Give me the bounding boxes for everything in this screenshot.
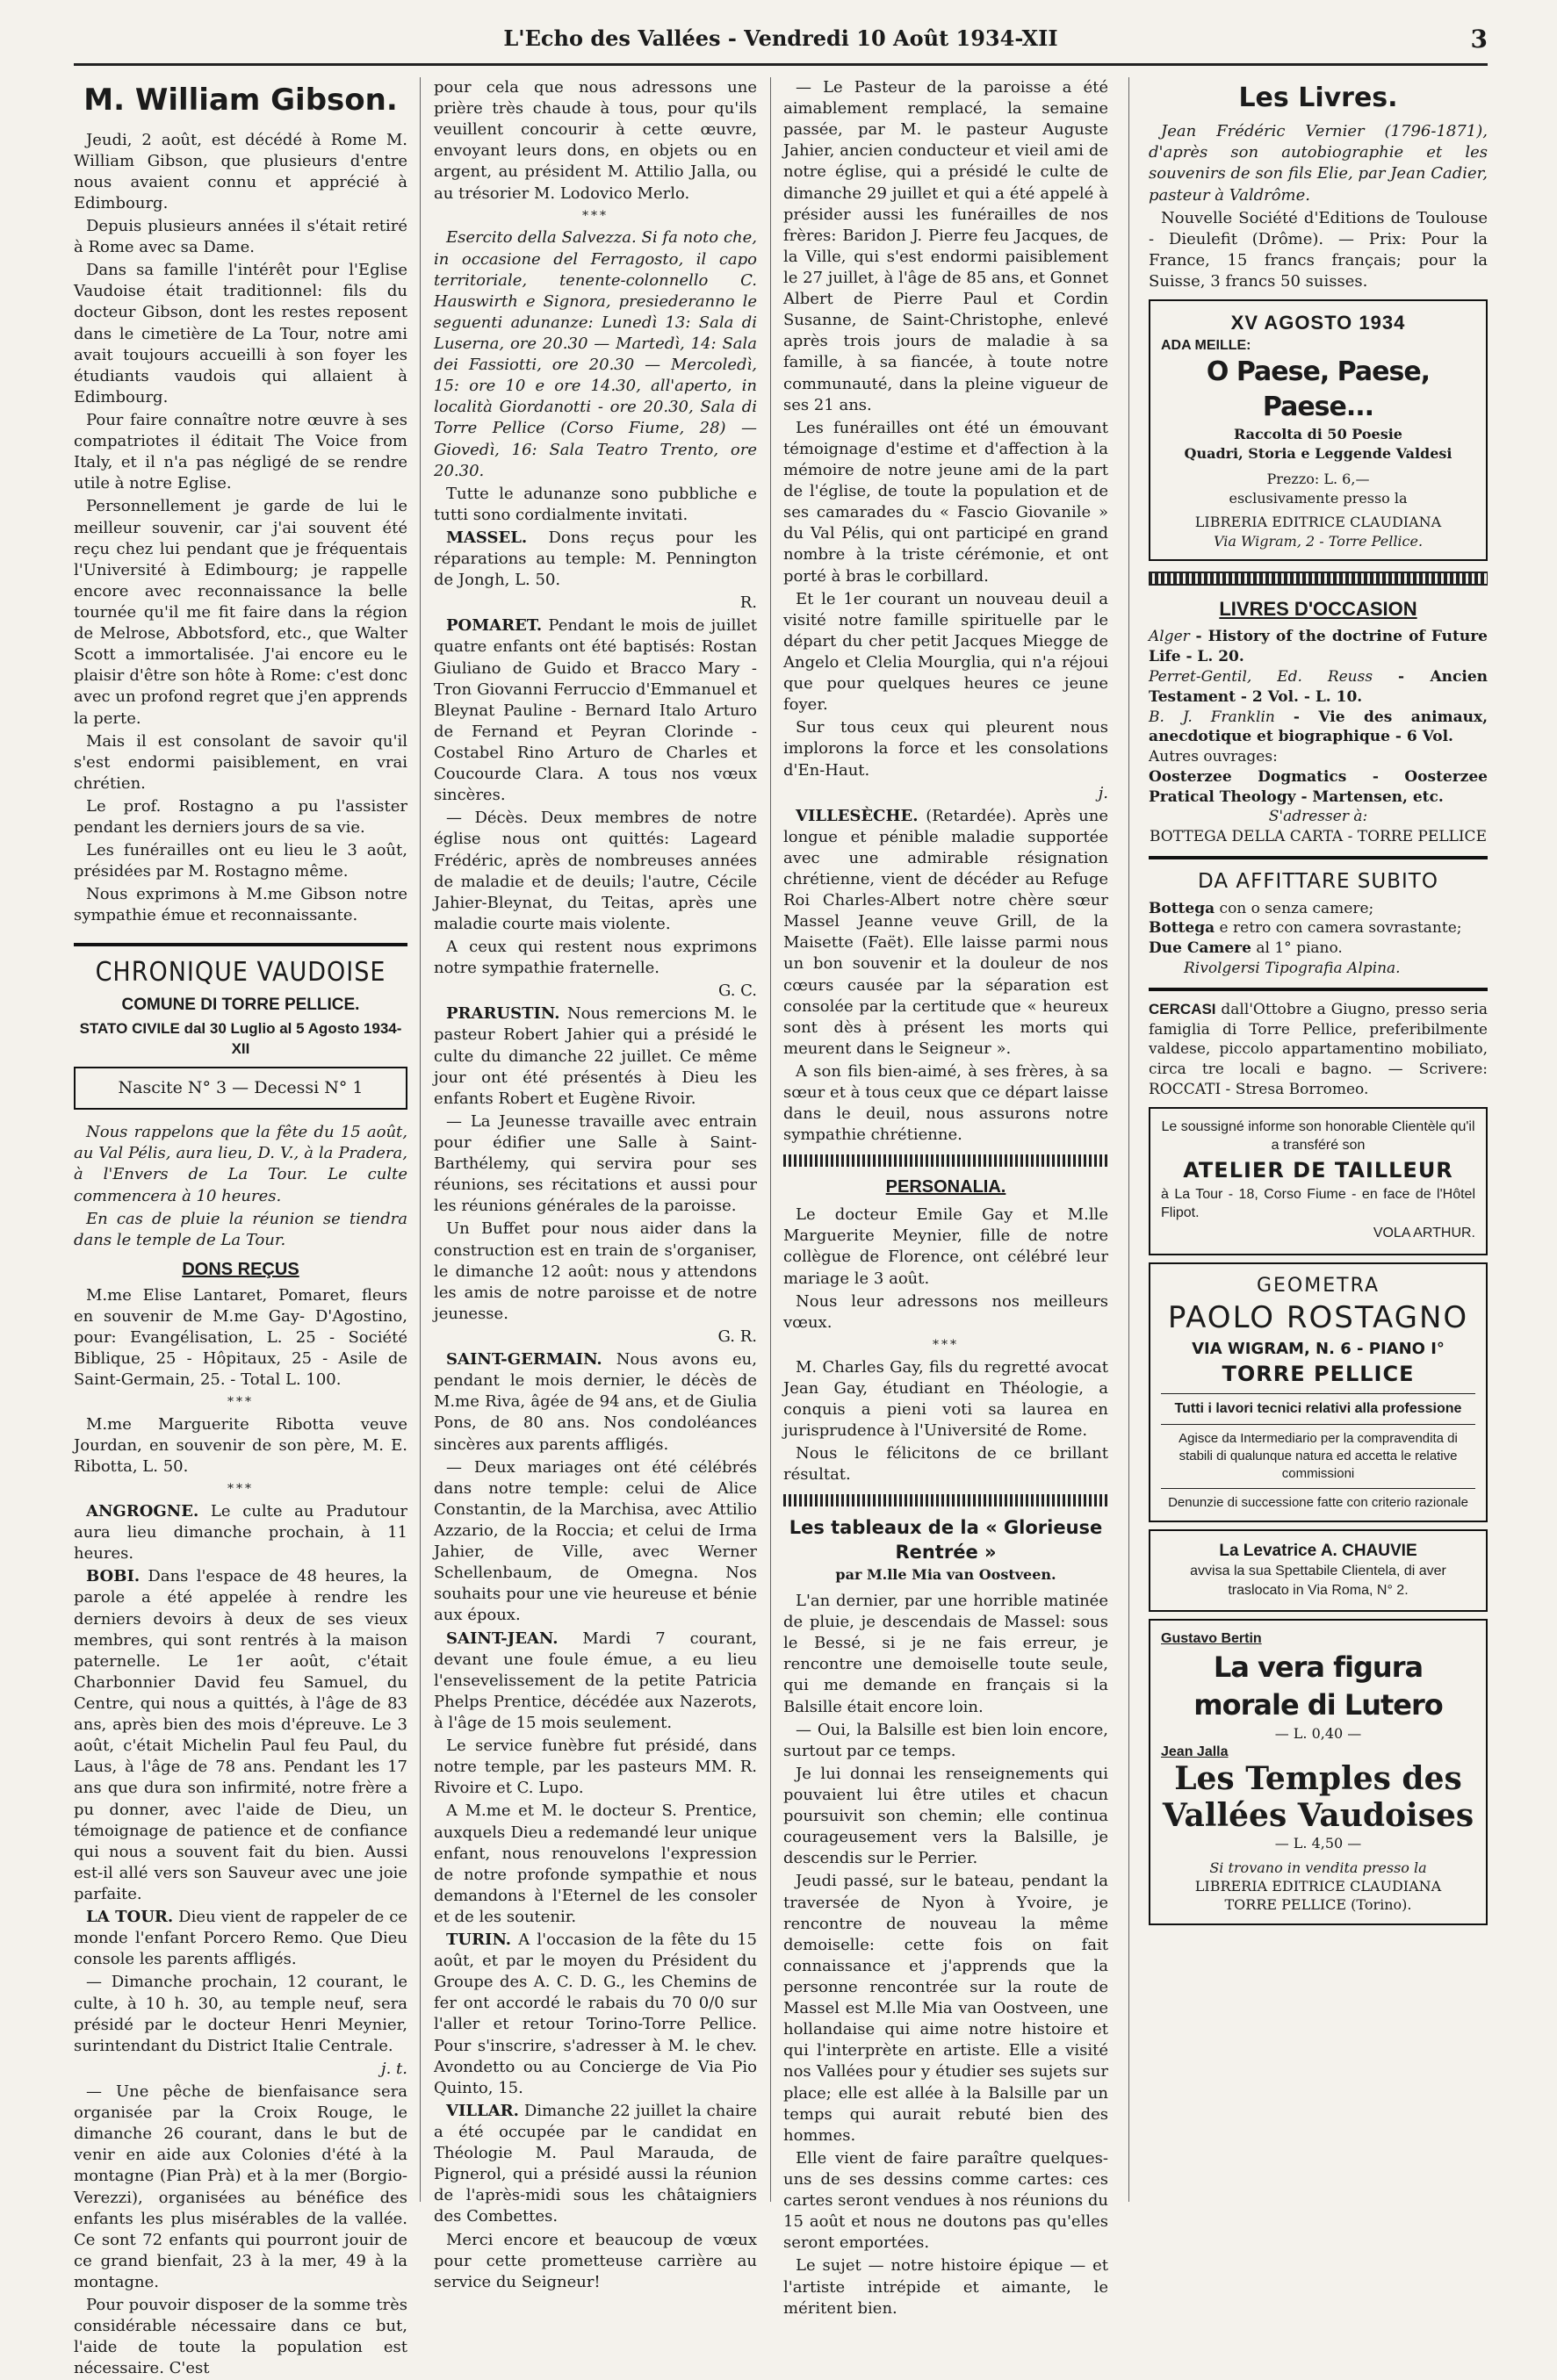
decorative-rule (783, 1494, 1108, 1506)
paragraph: Nous le félicitons de ce brillant résultat. (783, 1444, 1108, 1485)
newspaper-masthead: L'Echo des Vallées - Vendredi 10 Août 1934-XII (503, 25, 1058, 51)
paragraph: — Décès. Deux membres de notre église nous ont quittés: Lageard Frédéric, après de nombreuses années de maladie et de deuils; l'autre, Cécile Jahier-Bleynat, du Teitas, après une maladie courte mais violente. (434, 809, 757, 933)
ad-publisher: LIBRERIA EDITRICE CLAUDIANA (1194, 514, 1442, 531)
book-listing (1149, 627, 1488, 667)
listing-label: Due Camere (1149, 939, 1251, 958)
book-author: Alger (1149, 628, 1190, 646)
advertisement-geometra (1149, 1262, 1488, 1522)
paragraph: Merci encore et beaucoup de vœux pour cette prometteuse carrière au service du Seigneur! (434, 2230, 757, 2291)
ad-author: ADA MEILLE: (1161, 337, 1251, 353)
paragraph: pour cela que nous adressons une prière très chaude à tous, pour qu'ils veuillent concourir à cette œuvre, envoyant leurs dons, en objets ou en argent, au président M. Attilio Jalla, ou au trésorier M. Lodovico Merlo. (434, 78, 757, 203)
signature: R. (739, 593, 757, 613)
column-divider (770, 77, 771, 2202)
paragraph: Dans sa famille l'intérêt pour l'Eglise Vaudoise était traditionnel: fils du docteur Gibson, dont les restes reposent dans le cimetière de La Tour, notre ami avait toujours accueilli à son foyer les étudiants vaudois qui allaient à Edimbourg. (74, 261, 407, 406)
paragraph: Le service funèbre fut présidé, dans notre temple, par les pasteurs MM. R. Rivoire et C. Lupo. (434, 1736, 757, 1798)
place-label: VILLESÈCHE. (796, 806, 919, 825)
signature: j. t. (381, 2059, 407, 2078)
paragraph: Les funérailles ont été un émouvant témoignage d'estime et d'affection à la mémoire de notre jeune ami de la part de l'église, de toute la population et de ses camarades du « Fascio Giovanile » du Val Pélis, qui ont participé en grand nombre à la triste cérémonie, et ont porté à bras le corbillard. (783, 418, 1108, 586)
separator-stars: *** (227, 1395, 254, 1410)
paragraph: Nous exprimons à M.me Gibson notre sympathie émue et reconnaissante. (74, 885, 407, 925)
ad-book-title: O Paese, Paese, Paese... (1206, 356, 1431, 423)
paragraph: A ceux qui restent nous exprimons notre sympathie fraternelle. (434, 938, 757, 978)
paragraph-text: Dieu vient de rappeler de ce monde l'enfant Porcero Remo. Que Dieu console les parents affligés. (74, 1908, 408, 1969)
place-label: MASSEL. (446, 528, 528, 547)
place-label: BOBI. (86, 1567, 141, 1586)
listing-label: CERCASI (1149, 1000, 1216, 1017)
paragraph: En cas de pluie la réunion se tiendra dans le temple de La Tour. (74, 1209, 407, 1249)
listing-text: dall'Ottobre a Giugno, presso seria famiglia di Torre Pellice, preferibilmente valdese, piccolo appartamentino mobiliato, circa tre locali e bagno. — Scrivere: ROCCATI - Stresa Borromeo. (1149, 1000, 1488, 1098)
paragraph-text: Mardi 7 courant, devant une foule émue, a eu lieu l'ensevelissement de la petite Patricia Phelps Prentice, décédée aux Nazerots, à l'âge de 15 mois seulement. (434, 1629, 757, 1732)
occasion-heading: LIVRES D'OCCASION (1219, 597, 1417, 620)
ad-price: — L. 4,50 — (1274, 1835, 1362, 1852)
paragraph: Depuis plusieurs années il s'était retiré à Rome avec sa Dame. (74, 216, 407, 257)
paragraph: Sur tous ceux qui pleurent nous implorons la force et les consolations d'En-Haut. (783, 718, 1108, 780)
paragraph-text: Dimanche 22 juillet la chaire a été occupée par le candidat en Théologie M. Paul Marauda, de Pignerol, qui a présidé aussi la réunion de l'après-midi sous les châtaigniers des Combettes. (434, 2101, 757, 2226)
paragraph: — Deux mariages ont été célébrés dans notre temple: celui de Alice Constantin, de la Marchisa, avec Attilio Azzario, de la Roccia; et celui de Irma Jahier, de Ville, avec Werner Schellenbaum, de Omegna. Nos souhaits pour une vie heureuse et bénie aux époux. (434, 1457, 757, 1625)
ad-title: ATELIER DE TAILLEUR (1183, 1158, 1453, 1183)
listing-text: con o senza camere; (1219, 899, 1374, 917)
paragraph-text: Dons reçus pour les réparations au temple: M. Pennington de Jongh, L. 50. (434, 528, 757, 590)
ad-address: VIA WIGRAM, N. 6 - PIANO I° (1192, 1339, 1445, 1358)
paragraph: — Oui, la Balsille est bien loin encore, surtout par ce temps. (783, 1720, 1108, 1760)
ad-text: avvisa la sua Spettabile Clientela, di aver traslocato in Via Roma, N° 2. (1190, 1564, 1446, 1598)
divider (1161, 1488, 1475, 1489)
ad-profession: GEOMETRA (1256, 1274, 1380, 1297)
ad-text: Si trovano in vendita presso la (1209, 1859, 1427, 1876)
place-label: LA TOUR. (86, 1908, 174, 1927)
ad-text: Denunzie di successione fatte con criterio razionale (1168, 1494, 1468, 1510)
stato-civile-heading: STATO CIVILE dal 30 Luglio al 5 Agosto 1934-XII (79, 1020, 402, 1057)
book-title: - History of the doctrine of Future Life - L. 20. (1149, 628, 1488, 666)
ad-text: Agisce da Intermediario per la compravendita di stabili di qualunque natura ed accetta le relative commissioni (1179, 1430, 1458, 1481)
paragraph: Un Buffet pour nous aider dans la construction est en train de s'organiser, le dimanche 12 août: nous y attendons les amis de notre paroisse et de notre jeunesse. (434, 1219, 757, 1323)
commune-heading: COMUNE DI TORRE PELLICE. (121, 995, 360, 1014)
ad-author: Gustavo Bertin (1161, 1631, 1262, 1647)
paragraph: Et le 1er courant un nouveau deuil a visité notre famille spirituelle par le départ du cher petit Jacques Miegge de Angelo et Clelia Mourglia, qui n'a réjoui que pour quelques heures ce jeune foyer. (783, 589, 1108, 715)
ad-author: Jean Jalla (1161, 1744, 1229, 1759)
paragraph: Le sujet — notre histoire épique — et l'artiste intrépide et aimante, le méritent bien. (783, 2256, 1108, 2318)
column-2 (434, 77, 757, 2291)
paragraph: Le prof. Rostagno a pu l'assister pendant les derniers jours de sa vie. (74, 796, 407, 838)
column-3 (783, 77, 1108, 2318)
ad-subtitle: Quadri, Storia e Leggende Valdesi (1184, 444, 1452, 462)
paragraph (74, 1501, 407, 1564)
personalia-heading: PERSONALIA. (885, 1177, 1006, 1197)
place-label: VILLAR. (446, 2101, 519, 2120)
paragraph: Mais il est consolant de savoir qu'il s'est endormi paisiblement, en vrai chrétien. (74, 731, 407, 793)
paragraph: Jeudi passé, sur le bateau, pendant la traversée de Nyon à Yvoire, je rencontre de nouveau la même demoiselle: cette fois on fait connaissance et j'apprends que la personne rencontrée sur la route de Massel est M.lle Mia van Oostveen, une hollandaise qui aime notre histoire et qui l'interprète en artiste. Elle a visité nos Vallées pour y étudier ses sujets sur place; elle est allée à la Balsille par un temps qui aurait rebuté bien des hommes. (783, 1872, 1108, 2145)
paragraph-text: A l'occasion de la fête du 15 août, et par le moyen du Président du Groupe des A. C. D. G., les Chemins de fer ont accordé le rabais du 70 0/0 sur l'aller et retour Torino-Torre Pellice. Pour s'inscrire, s'adresser à M. le chev. Avondetto ou au Concierge de Via Pio Quinto, 15. (434, 1931, 757, 2097)
book-listing (1149, 708, 1488, 748)
ad-publisher: LIBRERIA EDITRICE CLAUDIANA (1194, 1878, 1442, 1895)
divider (1161, 1393, 1475, 1394)
paragraph-text: Nous avons eu, pendant le mois dernier, le décès de M.me Riva, âgée de 94 ans, et de Giulia Pons, de 80 ans. Nos condoléances sincères aux parents affligés. (434, 1350, 757, 1454)
paragraph: M. Charles Gay, fils du regretté avocat Jean Gay, étudiant en Théologie, a conquis a pieni voti sa laurea en jurisprudence à l'Université de Rome. (783, 1357, 1108, 1440)
paragraph (434, 2101, 757, 2228)
article-byline: par M.lle Mia van Oostveen. (835, 1565, 1056, 1583)
paragraph: Jean Frédéric Vernier (1796-1871), d'après son autobiographie et les souvenirs de son fils Elie, par Jean Cadier, pasteur à Valdrôme. (1149, 122, 1488, 205)
chronique-title: CHRONIQUE VAUDOISE (95, 956, 386, 988)
paragraph: — Une pêche de bienfaisance sera organisée par la Croix Rouge, le dimanche 26 courant, dans le but de venir en aide aux Colonies d'été à la montagne (Pian Prà) et à la mer (Borgio-Verezzi), organisées au bénéfice des enfants les plus misérables de la vallée. Ce sont 72 enfants qui pourront jouir de ce grand bienfait, 23 à la mer, 49 à la montagne. (74, 2082, 407, 2291)
ad-city: TORRE PELLICE (Torino). (1224, 1896, 1412, 1914)
paragraph: — La Jeunesse travaille avec entrain pour édifier une Salle à Saint-Barthélemy, qui servira pour ses réunions, ses récitations et aussi pour les réunions générales de la paroisse. (434, 1111, 757, 1216)
paragraph: Jeudi, 2 août, est décédé à Rome M. William Gibson, que plusieurs d'entre nous avaient connu et apprécié à Edimbourg. (74, 130, 407, 212)
book-title: - Vie des animaux, anecdotique et biographique - 6 Vol. (1149, 708, 1489, 746)
ad-book-title: Les Temples des Vallées Vaudoises (1162, 1760, 1474, 1834)
place-label: POMARET. (446, 616, 543, 636)
paragraph: Elle vient de faire paraître quelques-uns de ses dessins comme cartes: ces cartes seront vendues à nos réunions du 15 août et nous ne doutons pas qu'elles seront emportées. (783, 2148, 1108, 2253)
ad-address: Via Wigram, 2 - Torre Pellice. (1213, 532, 1424, 550)
paragraph: Pour faire connaître notre œuvre à ses compatriotes il éditait The Voice from Italy, et il n'a pas négligé de se rendre utile à notre Eglise. (74, 410, 407, 493)
section-rule (1149, 856, 1488, 859)
column-1 (74, 77, 408, 2378)
ad-title: La Levatrice A. CHAUVIE (1219, 1542, 1417, 1560)
advertisement-books (1149, 1619, 1488, 1925)
ad-city: TORRE PELLICE (1222, 1362, 1415, 1387)
listing-label: Bottega (1149, 919, 1215, 938)
advertisement-tailleur (1149, 1107, 1488, 1255)
page-header (74, 16, 1488, 66)
paragraph: Tutte le adunanze sono pubbliche e tutti sono cordialmente invitati. (434, 484, 757, 524)
paragraph: Je lui donnai les renseignements qui pouvaient lui être utiles et chacun poursuivit son chemin; elle continua courageusement vers la Balsille, je descendis sur le Perrier. (783, 1764, 1108, 1868)
listing-text: e retro con camera sovrastante; (1219, 919, 1462, 938)
paragraph: — Le Pasteur de la paroisse a été aimablement remplacé, la semaine passée, par M. le pasteur Auguste Jahier, ancien conducteur et vieil ami de notre église, qui a présidé le culte de dimanche 29 juillet et qui a été appelé à présider aussi les funérailles de nos frères: Baridon J. Pierre feu Jacques, de la Ville, qui s'est endormi paisiblement le 27 juillet, à l'âge de 85 ans, et Gonnet Albert de Pierre Paul et Cordin Susanne, de Saint-Christophe, enlevé après trois jours de maladie à sa famille, à sa fiancée, à toute notre communauté, dans la pleine vigueur de ses 21 ans. (783, 78, 1108, 414)
paragraph: M.me Elise Lantaret, Pomaret, fleurs en souvenir de M.me Gay- D'Agostino, pour: Evangélisation, L. 25 - Société Biblique, 25 - Hôpitaux, 25 - Asile de Saint-Germain, 25. - Total L. 100. (74, 1285, 407, 1390)
paragraph-text: Pendant le mois de juillet quatre enfants ont été baptisés: Rostan Giuliano de Guido et Bracco Mary - Tron Giovanni Ferruccio d'Emmanuel et Bleynat Pauline - Bernard Italo Arturo de Fernand et Peyran Clorinde - Costabel Rino Arturo de Charles et Coucourde Clara. A tous nos vœux sincères. (434, 616, 757, 805)
paragraph: Les funérailles ont eu lieu le 3 août, présidées par M. Rostagno même. (74, 841, 407, 881)
book-listing (1149, 667, 1488, 708)
paragraph (783, 806, 1108, 1060)
paragraph-text: Le culte au Pradutour aura lieu dimanche prochain, à 11 heures. (74, 1502, 407, 1564)
advertisement-paese (1149, 299, 1488, 561)
decorative-rule (783, 1154, 1108, 1167)
ad-signature: VOLA ARTHUR. (1373, 1226, 1475, 1241)
divider (1161, 1424, 1475, 1425)
paragraph-text: Nous remercions M. le pasteur Robert Jahier qui a présidé le culte du dimanche 22 juillet. Ce même jour ont été présentés à Dieu les enfants Robert et Eugène Rivoir. (434, 1004, 757, 1108)
paragraph-text: Dans l'espace de 48 heures, la parole a été appelée à rendre les derniers devoirs à deux de ses vieux membres, qui sont rentrés à la maison paternelle. Le 1er août, c'était Charbonnier David feu Samuel, du Centre, qui nous a quittés, à l'âge de 83 ans, après bien des mois d'épreuve. Le 3 août, c'était Michelin Paul feu Paul, du Laus, à l'âge de 78 ans. Pendant les 17 ans que dura son infirmité, notre frère a pu donner, avec l'aide de Dieu, un témoignage de patience et de confiance qui nous a souvent fait du bien. Aussi est-il allé vers son Sauveur avec une joie parfaite. (74, 1567, 407, 1904)
affittare-heading: DA AFFITTARE SUBITO (1198, 869, 1438, 893)
ad-text: esclusivamente presso la (1229, 489, 1408, 507)
page-number: 3 (1470, 25, 1488, 54)
ad-date: XV AGOSTO 1934 (1230, 312, 1406, 334)
paragraph (434, 1629, 757, 1735)
separator-stars: *** (933, 1337, 959, 1352)
ad-price: Prezzo: L. 6,— (1266, 471, 1370, 488)
paragraph (434, 1349, 757, 1456)
livres-heading: Les Livres. (1238, 83, 1398, 113)
article-title: Les tableaux de la « Glorieuse Rentrée » (789, 1517, 1103, 1564)
paragraph: Nouvelle Société d'Editions de Toulouse - Dieulefit (Drôme). — Prix: Pour la France, 15 francs français; pour la Suisse, 3 francs 50 suisses. (1149, 208, 1488, 291)
contact-name: BOTTEGA DELLA CARTA - TORRE PELLICE (1150, 828, 1487, 846)
section-rule (74, 943, 407, 946)
place-label: SAINT-JEAN. (446, 1629, 559, 1648)
ad-name: PAOLO ROSTAGNO (1167, 1300, 1469, 1336)
paragraph (434, 1003, 757, 1110)
listing-contact: Rivolgersi Tipografia Alpina. (1184, 959, 1401, 977)
listing-text: al 1° piano. (1256, 939, 1343, 958)
paragraph: M.me Marguerite Ribotta veuve Jourdan, en souvenir de son père, M. E. Ribotta, L. 50. (74, 1414, 407, 1477)
paragraph: L'an dernier, par une horrible matinée de pluie, je descendais de Massel: sous le Bessé, si je ne fais erreur, je rencontre une demoiselle toute seule, qui me demande en français si la Balsille était encore loin. (783, 1592, 1108, 1716)
paragraph (74, 1907, 407, 1970)
column-divider (420, 77, 421, 2202)
nascite-box: Nascite N° 3 — Decessi N° 1 (74, 1067, 407, 1110)
place-label: PRARUSTIN. (446, 1004, 560, 1024)
ad-price: — L. 0,40 — (1274, 1724, 1362, 1742)
ad-text: Tutti i lavori tecnici relativi alla professione (1174, 1401, 1462, 1417)
paragraph: A M.me et M. le docteur S. Prentice, auxquels Dieu a redemandé leur unique enfant, nous renouvelons l'expression de notre profonde sympathie et nous demandons à l'Eternel de les consoler et de les soutenir. (434, 1801, 757, 1926)
signature: G. R. (717, 1327, 757, 1346)
column-4 (1149, 77, 1488, 2202)
place-label: ANGROGNE. (86, 1502, 199, 1521)
paragraph-text: (Retardée). Après une longue et pénible maladie supportée avec une admirable résignation chrétienne, vient de décéder au Refuge Roi Charles-Albert notre chère sœur Massel Jeanne veuve Grill, de la Maisette (Faët). Elle laisse parmi nous un bon souvenir et la douleur de nos cœurs causée par la séparation est consolée par la certitude que « heureux sont dès à présent les morts qui meurent dans le Seigneur ». (783, 806, 1108, 1058)
paragraph (434, 1930, 757, 2099)
ad-text: Le soussigné informe son honorable Clientèle qu'il a transféré son (1161, 1118, 1475, 1153)
section-rule (1149, 988, 1488, 991)
separator-stars: *** (227, 1482, 254, 1497)
place-label: SAINT-GERMAIN. (446, 1350, 602, 1370)
paragraph: Esercito della Salvezza. Si fa noto che, in occasione del Ferragosto, il capo territoriale, tenente-colonnello C. Hauswirth e Signora, presiederanno le seguenti adunanze: Lunedì 13: Sala di Luserna, ore 20.30 — Martedì, 14: Sala dei Fassiotti, ore 20.30 — Mercoledì, 15: ore 10 e ore 14.30, all'aperto, in località Giordanotti - ore 20.30, Sala di Torre Pellice (Corso Fiume, 28) — Giovedì, 16: Sala Teatro Trento, ore 20.30. (434, 228, 757, 480)
paragraph: Nous leur adressons nos meilleurs vœux. (783, 1291, 1108, 1332)
signature: G. C. (717, 981, 757, 1001)
obituary-title: M. William Gibson. (83, 83, 398, 118)
paragraph: Le docteur Emile Gay et M.lle Marguerite Meynier, fille de notre collègue de Florence, ont célébré leur mariage le 3 août. (783, 1205, 1108, 1288)
paragraph: Nous rappelons que la fête du 15 août, au Val Pélis, aura lieu, D. V., à la Pradera, à l'Envers de La Tour. Le culte commencera à 10 heures. (74, 1123, 407, 1205)
paragraph: Pour pouvoir disposer de la somme très considérable nécessaire dans ce but, l'aide de toute la population est nécessaire. C'est (74, 2296, 407, 2378)
column-divider (1128, 77, 1129, 2202)
book-author: B. J. Franklin (1149, 708, 1275, 726)
book-title: - Ancien Testament - 2 Vol. - L. 10. (1149, 667, 1488, 706)
ad-book-title: La vera figura morale di Lutero (1193, 1650, 1443, 1722)
place-label: TURIN. (446, 1931, 512, 1950)
listing-label: Bottega (1149, 899, 1215, 917)
paragraph: Personnellement je garde de lui le meilleur souvenir, car j'ai souvent été reçu chez lui pendant que je fréquentais l'Université à Edimbourg; je rappelle encore avec reconnaissance la belle tournée qu'il me fit faire dans la région de Melrose, Abbotsford, etc., que Walter Scott a immortalisée. J'ai encore eu le plaisir d'être son hôte à Rome: c'est donc avec un profond regret que j'en apprends la perte. (74, 497, 407, 728)
dons-recus-heading: DONS REÇUS (182, 1259, 299, 1279)
ad-address: à La Tour - 18, Corso Fiume - en face de l'Hôtel Flipot. (1161, 1186, 1475, 1221)
book-listing: Oosterzee Dogmatics - Oosterzee Pratical Theology - Martensen, etc. (1149, 767, 1488, 806)
decorative-rule (1149, 572, 1488, 586)
contact-label: S'adresser à: (1268, 808, 1368, 826)
paragraph: A son fils bien-aimé, à ses frères, à sa sœur et à tous ceux que ce départ laisse dans le deuil, nous assurons notre sympathie chrétienne. (783, 1062, 1108, 1145)
ad-subtitle: Raccolta di 50 Poesie (1234, 426, 1402, 443)
paragraph (434, 615, 757, 806)
paragraph: — Dimanche prochain, 12 courant, le culte, à 10 h. 30, au temple neuf, sera présidé par le docteur Henri Meynier, surintendant du District Italie Centrale. (74, 1973, 407, 2055)
book-author: Perret-Gentil, Ed. Reuss (1149, 667, 1373, 686)
paragraph (434, 528, 757, 591)
paragraph (74, 1566, 407, 1905)
book-listing: Autres ouvrages: (1149, 748, 1278, 766)
advertisement-levatrice (1149, 1529, 1488, 1612)
separator-stars: *** (582, 208, 609, 223)
signature: j. (1098, 783, 1108, 802)
